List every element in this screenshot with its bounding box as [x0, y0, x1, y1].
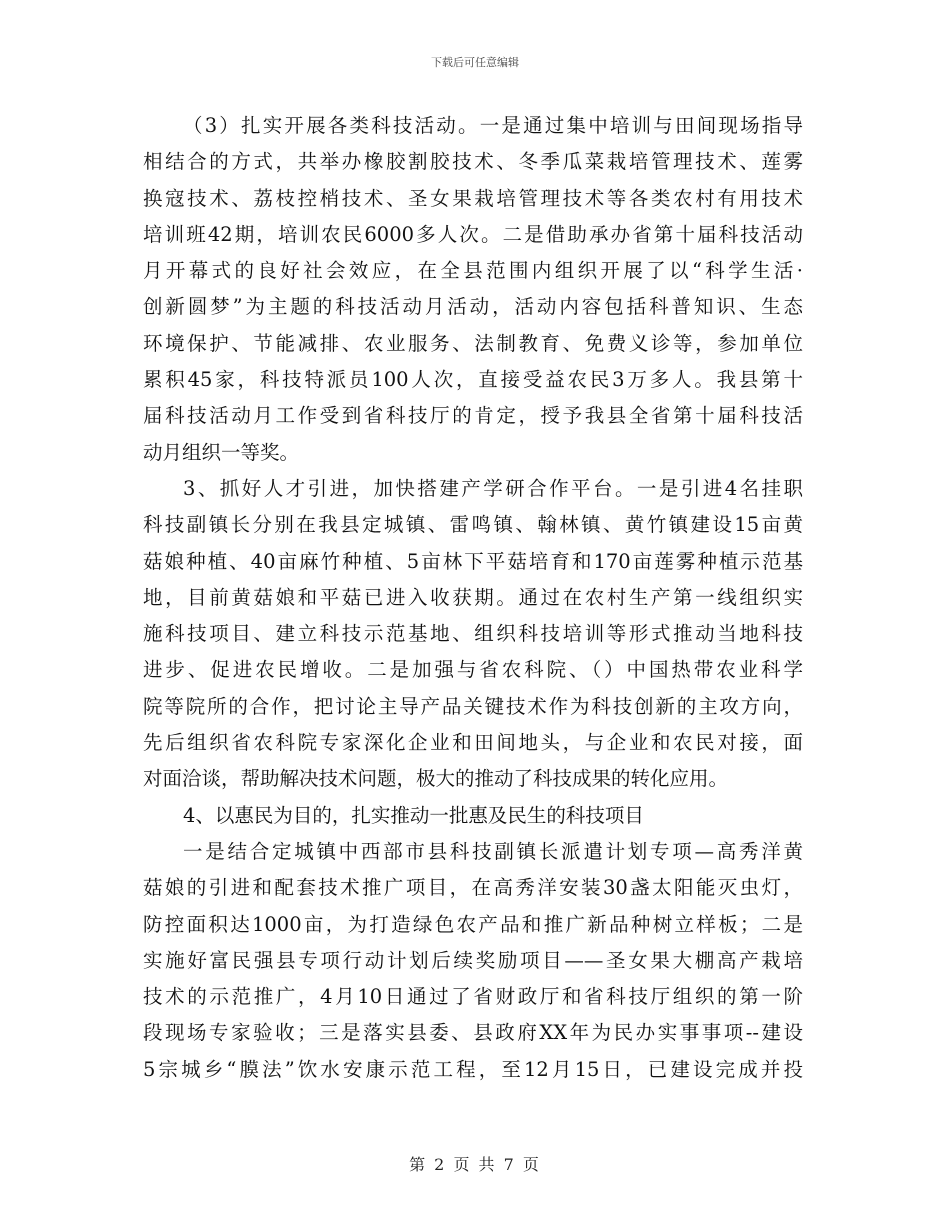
text-line: （3）扎实开展各类科技活动。一是通过集中培训与田间现场指导 [183, 114, 803, 137]
text-line: 环境保护、节能减排、农业服务、法制教育、免费义诊等，参加单位 [143, 331, 803, 355]
text-line: 段现场专家验收；三是落实县委、县政府XX年为民办实事事项--建设 [143, 1021, 803, 1045]
text-line: 培训班42期，培训农民6000多人次。二是借助承办省第十届科技活动 [143, 222, 803, 246]
text-line: 地，目前黄菇娘和平菇已进入收获期。通过在农村生产第一线组织实 [143, 585, 803, 609]
text-line: 创新圆梦”为主题的科技活动月活动，活动内容包括科普知识、生态 [143, 295, 803, 319]
text-line: 施科技项目、建立科技示范基地、组织科技培训等形式推动当地科技 [143, 622, 803, 646]
paragraph-livelihood-projects [143, 834, 803, 1088]
text-line: 累积45家，科技特派员100人次，直接受益农民3万多人。我县第十 [143, 368, 803, 392]
text-line: 4、以惠民为目的，扎实推动一批惠及民生的科技项目 [183, 803, 644, 827]
page-header: 下载后可任意编辑 [431, 56, 519, 69]
text-line: 月开幕式的良好社会效应，在全县范围内组织开展了以“科学生活· [143, 259, 803, 283]
text-line: 3、抓好人才引进，加快搭建产学研合作平台。一是引进4名挂职 [183, 476, 803, 500]
paragraph-tech-activities [143, 108, 803, 471]
text-line: 菇娘的引进和配套技术推广项目，在高秀洋安装30盏太阳能灭虫灯， [143, 876, 803, 900]
text-line: 换寇技术、荔枝控梢技术、圣女果栽培管理技术等各类农村有用技术 [143, 186, 803, 210]
paragraph-talent-introduction [143, 471, 803, 798]
text-line: 进步、促进农民增收。二是加强与省农科院、（）中国热带农业科学 [143, 658, 803, 682]
document-body [143, 108, 803, 1088]
text-line: 技术的示范推广，4月10日通过了省财政厅和省科技厅组织的第一阶 [143, 985, 803, 1009]
text-line: 先后组织省农科院专家深化企业和田间地头，与企业和农民对接，面 [143, 731, 803, 755]
text-line: 实施好富民强县专项行动计划后续奖励项目——圣女果大棚高产栽培 [143, 948, 803, 972]
text-line: 相结合的方式，共举办橡胶割胶技术、冬季瓜菜栽培管理技术、莲雾 [143, 150, 803, 174]
text-line: 院等院所的合作，把讨论主导产品关键技术作为科技创新的主攻方向， [143, 694, 803, 718]
text-line: 动月组织一等奖。 [143, 440, 300, 464]
text-line: 防控面积达1000亩，为打造绿色农产品和推广新品种树立样板；二是 [143, 912, 803, 936]
text-line: 菇娘种植、40亩麻竹种植、5亩林下平菇培育和170亩莲雾种植示范基 [143, 549, 803, 573]
text-line: 科技副镇长分别在我县定城镇、雷鸣镇、翰林镇、黄竹镇建设15亩黄 [143, 513, 803, 537]
text-line: 对面洽谈，帮助解决技术问题，极大的推动了科技成果的转化应用。 [143, 767, 729, 791]
section-heading-livelihood-projects [143, 798, 803, 834]
text-line: 5宗城乡“膜法”饮水安康示范工程，至12月15日，已建设完成并投 [143, 1057, 803, 1081]
page-number: 第 2 页 共 7 页 [409, 1155, 541, 1174]
text-line: 届科技活动月工作受到省科技厅的肯定，授予我县全省第十届科技活 [143, 404, 803, 428]
text-line: 一是结合定城镇中西部市县科技副镇长派遣计划专项—高秀洋黄 [183, 839, 803, 863]
